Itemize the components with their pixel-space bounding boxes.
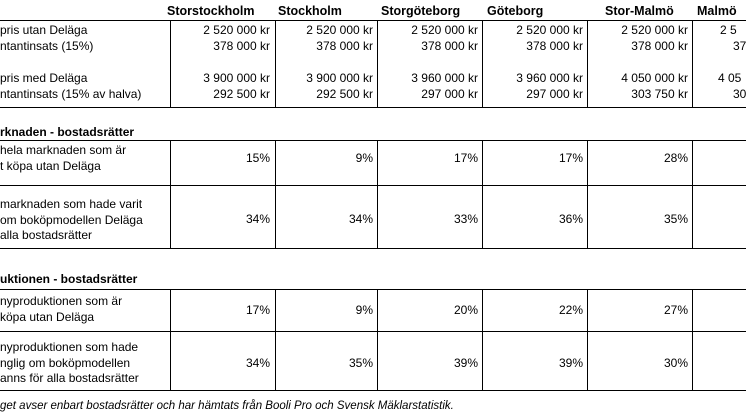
s2-row1: [0, 302, 746, 318]
s1-row2-label: marknaden som hade varit om boköpmodellen Deläga alla bostadsrätter: [0, 197, 143, 242]
cell: 303 750 kr: [631, 87, 688, 101]
cell: 37: [733, 39, 746, 53]
header-top-border: [0, 20, 746, 21]
cell: 9%: [355, 303, 373, 317]
cell: 30: [733, 87, 746, 101]
row-pris-utan: [0, 22, 746, 38]
cell: 292 500 kr: [213, 87, 270, 101]
section-title-marknaden: rknaden - bostadsrätter: [0, 125, 135, 139]
col-header-goteborg: Göteborg: [487, 4, 544, 18]
cell: 3 900 000 kr: [306, 71, 373, 85]
cell: 15%: [245, 151, 270, 165]
cell: 292 500 kr: [316, 87, 373, 101]
section2-mid-border: [0, 331, 746, 332]
s1-row1: [0, 150, 746, 166]
cell: 378 000 kr: [213, 39, 270, 53]
cell: 3 960 000 kr: [516, 71, 583, 85]
cell: 297 000 kr: [526, 87, 583, 101]
row-kontantinsats-halva: [0, 86, 746, 102]
cell: 39%: [453, 356, 478, 370]
section1-mid-border: [0, 185, 746, 186]
row-kontantinsats: [0, 38, 746, 54]
col-header-stockholm: Stockholm: [278, 4, 342, 18]
row-label: ntantinsats (15%): [0, 39, 94, 53]
col-header-storstockholm: Storstockholm: [167, 4, 255, 18]
section1-top-border: [0, 140, 746, 141]
footnote: get avser enbart bostadsrätter och har hämtats från Booli Pro och Svensk Mäklarstatistik.: [0, 400, 454, 412]
cell: 2 5: [720, 23, 737, 37]
section2-bottom-border: [0, 390, 746, 391]
cell: 35%: [663, 212, 688, 226]
s2-row2: [0, 355, 746, 371]
cell: 3 960 000 kr: [411, 71, 478, 85]
cell: 28%: [663, 151, 688, 165]
cell: 17%: [453, 151, 478, 165]
col-header-stor-malmo: Stor-Malmö: [605, 4, 674, 18]
cell: 22%: [558, 303, 583, 317]
cell: 34%: [245, 212, 270, 226]
cell: 30%: [663, 356, 688, 370]
cell: 2 520 000 kr: [621, 23, 688, 37]
row-pris-med: [0, 70, 746, 86]
top-table-bottom-border: [0, 107, 746, 108]
row-label: pris med Deläga: [0, 71, 88, 85]
row-label: pris utan Deläga: [0, 23, 88, 37]
cell: 39%: [558, 356, 583, 370]
cell: 378 000 kr: [526, 39, 583, 53]
cell: 17%: [245, 303, 270, 317]
cell: 9%: [355, 151, 373, 165]
col-header-storgoteborg: Storgöteborg: [381, 4, 461, 18]
cell: 34%: [245, 356, 270, 370]
cell: 20%: [453, 303, 478, 317]
cell: 378 000 kr: [421, 39, 478, 53]
cell: 4 050 000 kr: [621, 71, 688, 85]
cell: 378 000 kr: [631, 39, 688, 53]
cell: 2 520 000 kr: [516, 23, 583, 37]
row-label: ntantinsats (15% av halva): [0, 87, 142, 101]
s2-row2-label: nyproduktionen som hade nglig om boköpmodellen anns för alla bostadsrätter: [0, 340, 139, 385]
s1-row1-label: hela marknaden som är t köpa utan Deläga: [0, 143, 127, 173]
col-header-malmo: Malmö: [697, 4, 737, 18]
cell: 297 000 kr: [421, 87, 478, 101]
cell: 4 05: [718, 71, 742, 85]
cell: 36%: [558, 212, 583, 226]
cell: 35%: [348, 356, 373, 370]
cell: 34%: [348, 212, 373, 226]
cell: 378 000 kr: [316, 39, 373, 53]
cell: 27%: [663, 303, 688, 317]
section1-bottom-border: [0, 248, 746, 249]
cell: 2 520 000 kr: [411, 23, 478, 37]
s2-row1-label: nyproduktionen som är köpa utan Deläga: [0, 294, 123, 324]
s1-row2: [0, 211, 746, 227]
cell: 2 520 000 kr: [203, 23, 270, 37]
section-title-nyproduktionen: uktionen - bostadsrätter: [0, 272, 138, 286]
section2-top-border: [0, 289, 746, 290]
cell: 3 900 000 kr: [203, 71, 270, 85]
cell: 17%: [558, 151, 583, 165]
cell: 33%: [453, 212, 478, 226]
cell: 2 520 000 kr: [306, 23, 373, 37]
